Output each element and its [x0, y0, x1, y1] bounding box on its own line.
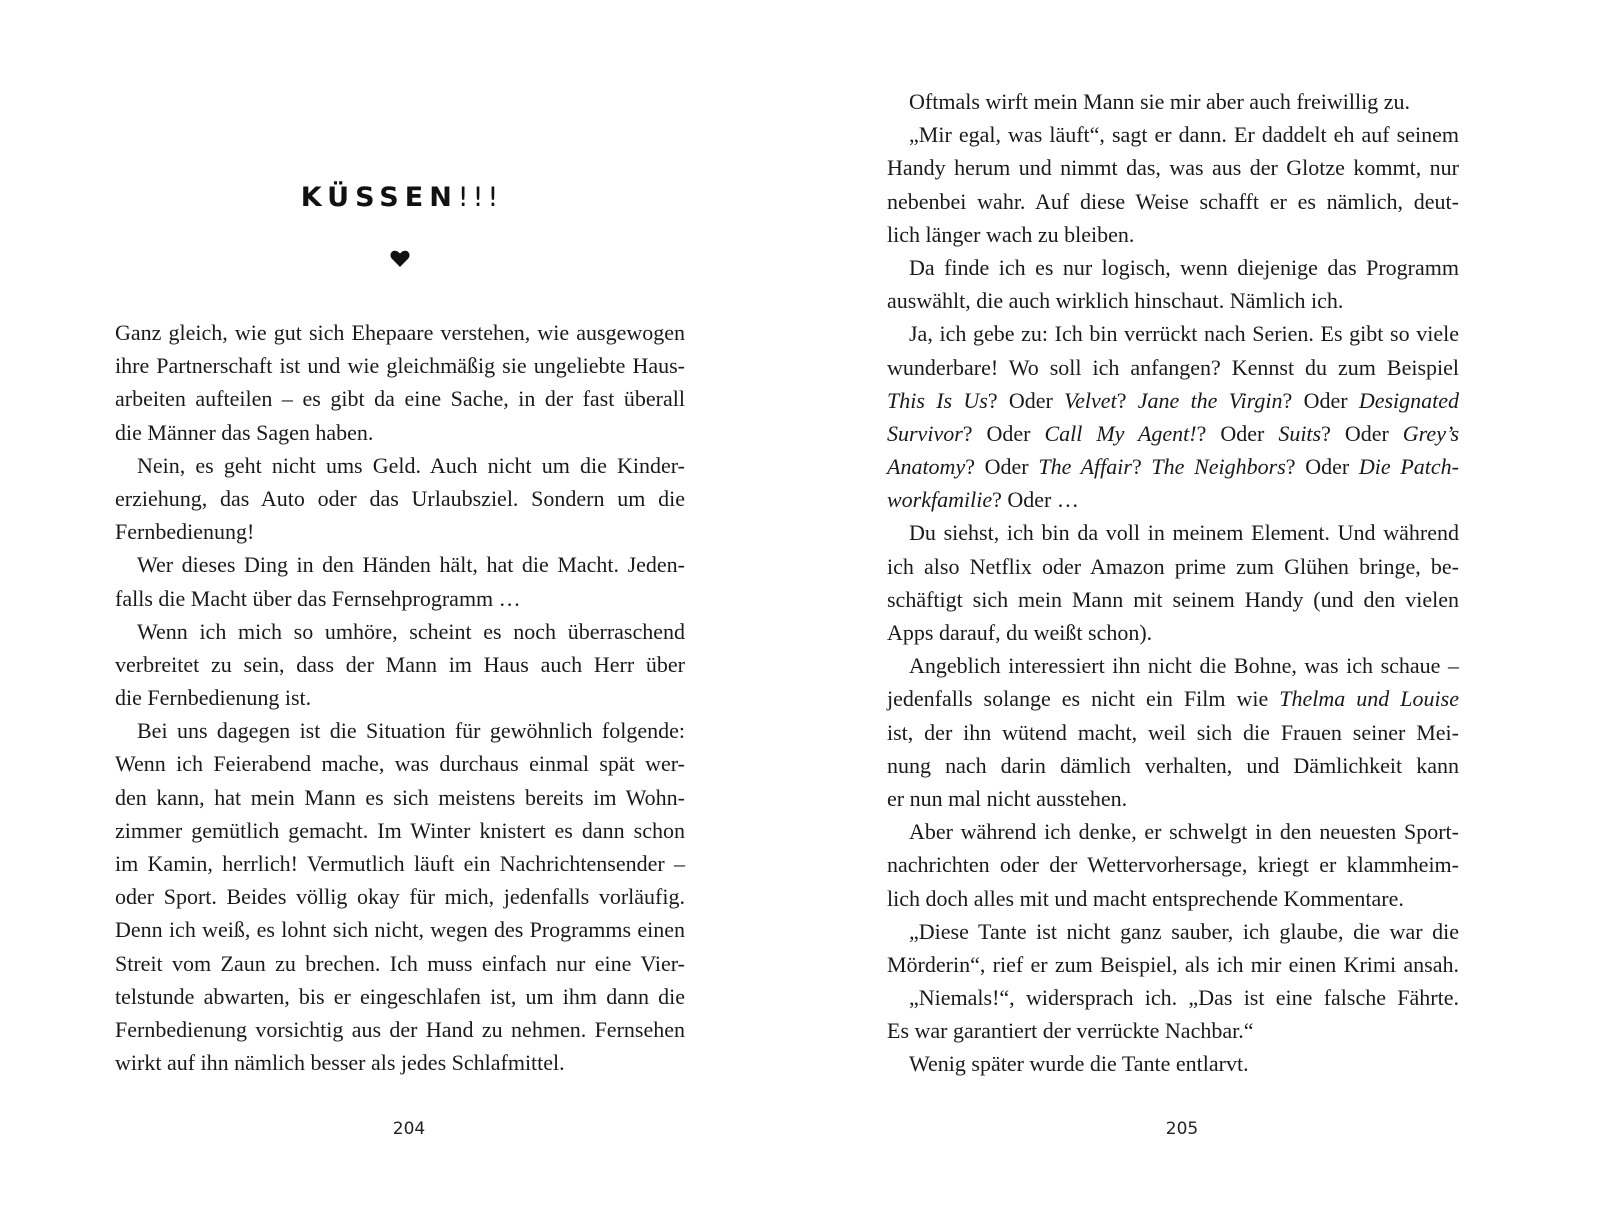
- text-line: Angeblich interessiert ihn nicht die Bohne, was ich schaue –: [909, 653, 1459, 679]
- right-page-body: [887, 85, 1459, 1081]
- text-line: Wenn ich Feierabend mache, was durchaus einmal spät wer-: [115, 751, 685, 777]
- series-title: Velvet: [1064, 387, 1117, 413]
- text-line: Oftmals wirft mein Mann sie mir aber auch freiwillig zu.: [909, 89, 1410, 114]
- text-line: die Fernbedienung ist.: [115, 685, 312, 711]
- text-line: schäftigt sich mein Mann mit seinem Handy (und den vielen: [887, 586, 1459, 612]
- text-line: erziehung, das Auto oder das Urlaubsziel. Sondern um die: [115, 485, 685, 511]
- page-number: 205: [1165, 1119, 1199, 1139]
- heart-icon: [390, 250, 410, 268]
- text-line: Wenig später wurde die Tante entlarvt.: [909, 1051, 1249, 1077]
- text-span: ? Oder: [965, 454, 1039, 480]
- text-line: die Männer das Sagen haben.: [115, 419, 374, 445]
- chapter-title-main: KÜSSEN: [300, 182, 458, 213]
- text-line: Mörderin“, rief er zum Beispiel, als ich mir einen Krimi ansah.: [887, 951, 1459, 977]
- text-line: lich doch alles mit und macht entsprechende Kommentare.: [887, 885, 1404, 911]
- text-line: „Niemals!“, widersprach ich. „Das ist eine falsche Fährte.: [909, 985, 1459, 1011]
- text-line: wunderbare! Wo soll ich anfangen? Kennst du zum Beispiel: [887, 354, 1459, 380]
- series-title: Call My Agent!: [1044, 420, 1197, 446]
- text-line: den kann, hat mein Mann es sich meistens bereits im Wohn-: [115, 784, 685, 810]
- text-line: ich also Netflix oder Amazon prime zum Glühen bringe, be-: [887, 553, 1459, 579]
- chapter-title-suffix: !!!: [457, 182, 503, 213]
- chapter-title: [0, 178, 803, 218]
- text-line: lich länger wach zu bleiben.: [887, 221, 1135, 247]
- text-line: „Diese Tante ist nicht ganz sauber, ich glaube, die war die: [909, 918, 1459, 944]
- text-line: Ganz gleich, wie gut sich Ehepaare verstehen, wie ausgewogen: [115, 320, 685, 345]
- text-line: Fernbedienung vorsichtig aus der Hand zu nehmen. Fernsehen: [115, 1016, 685, 1042]
- text-line: Apps darauf, du weißt schon).: [887, 620, 1153, 645]
- series-title: Designated: [1358, 387, 1460, 413]
- page-number: 204: [392, 1119, 426, 1139]
- text-line: [887, 384, 1459, 417]
- text-line: Handy herum und nimmt das, was aus der Glotze kommt, nur: [887, 155, 1459, 181]
- text-line: im Kamin, herrlich! Vermutlich läuft ein Nachrichtensender –: [115, 851, 685, 876]
- right-page: [803, 0, 1606, 1211]
- text-line: nebenbei wahr. Auf diese Weise schafft er es nämlich, deut-: [887, 188, 1459, 214]
- text-span: ? Oder …: [992, 487, 1079, 513]
- text-span: ? Oder: [987, 387, 1065, 413]
- text-line: „Mir egal, was läuft“, sagt er dann. Er daddelt eh auf seinem: [909, 122, 1459, 148]
- text-span: ? Oder: [1196, 420, 1279, 446]
- film-title: Thelma und Louise: [1279, 686, 1459, 712]
- text-span: ? Oder: [1321, 420, 1403, 446]
- text-span: ? Oder: [962, 420, 1045, 446]
- text-span: ?: [1131, 454, 1152, 480]
- text-line: auswählt, die auch wirklich hinschaut. Nämlich ich.: [887, 288, 1344, 314]
- text-line: er nun mal nicht ausstehen.: [887, 785, 1128, 811]
- series-title: The Affair: [1038, 454, 1132, 480]
- text-line: Fernbedienung!: [115, 519, 255, 545]
- text-line: Streit vom Zaun zu brechen. Ich muss einfach nur eine Vier-: [115, 950, 685, 976]
- series-title: Anatomy: [887, 454, 966, 480]
- text-span: ?: [1116, 387, 1138, 413]
- text-line: [887, 450, 1459, 483]
- text-line: Du siehst, ich bin da voll in meinem Element. Und während: [909, 520, 1459, 546]
- text-line: Denn ich weiß, es lohnt sich nicht, wegen des Programms einen: [115, 917, 685, 943]
- left-page-body: [115, 316, 685, 1079]
- text-line: nachrichten oder der Wettervorhersage, kriegt er klammheim-: [887, 852, 1459, 878]
- series-title: workfamilie: [887, 487, 993, 513]
- text-line: Ja, ich gebe zu: Ich bin verrückt nach Serien. Es gibt so viele: [909, 321, 1459, 347]
- text-span: jedenfalls solange es nicht ein Film wie: [887, 686, 1280, 712]
- text-line: Bei uns dagegen ist die Situation für gewöhnlich folgende:: [137, 718, 685, 744]
- series-title: Jane the Virgin: [1137, 387, 1283, 413]
- text-line: [887, 483, 1459, 516]
- text-line: Es war garantiert der verrückte Nachbar.“: [887, 1018, 1254, 1044]
- series-title: Survivor: [887, 420, 963, 446]
- text-line: verbreitet zu sein, dass der Mann im Haus auch Herr über: [115, 651, 685, 677]
- series-title: Grey’s: [1402, 420, 1460, 446]
- text-line: nung nach darin dämlich verhalten, und Dämlichkeit kann: [887, 752, 1459, 778]
- text-span: ? Oder: [1285, 454, 1359, 480]
- text-line: wirkt auf ihn nämlich besser als jedes Schlafmittel.: [115, 1050, 565, 1076]
- text-line: [887, 417, 1459, 450]
- text-line: telstunde abwarten, bis er eingeschlafen ist, um ihm dann die: [115, 983, 685, 1009]
- series-title: This Is Us: [887, 387, 988, 413]
- text-line: Wer dieses Ding in den Händen hält, hat die Macht. Jeden-: [137, 552, 685, 578]
- text-span: ? Oder: [1282, 387, 1359, 413]
- text-line: arbeiten aufteilen – es gibt da eine Sache, in der fast überall: [115, 386, 685, 412]
- text-line: ist, der ihn wütend macht, weil sich die Frauen seiner Mei-: [887, 719, 1459, 745]
- series-title: Die Patch-: [1358, 454, 1459, 480]
- text-line: oder Sport. Beides völlig okay für mich, jedenfalls vorläufig.: [115, 884, 685, 910]
- series-title: The Neighbors: [1151, 454, 1286, 480]
- text-line: zimmer gemütlich gemacht. Im Winter knistert es dann schon: [115, 817, 685, 843]
- text-line: Aber während ich denke, er schwelgt in den neuesten Sport-: [909, 819, 1459, 845]
- text-line: falls die Macht über das Fernsehprogramm …: [115, 585, 521, 611]
- text-line: ihre Partnerschaft ist und wie gleichmäßig sie ungeliebte Haus-: [115, 353, 685, 379]
- text-line: Nein, es geht nicht ums Geld. Auch nicht um die Kinder-: [137, 452, 685, 478]
- text-line: [887, 682, 1459, 715]
- text-line: Wenn ich mich so umhöre, scheint es noch überraschend: [137, 618, 685, 644]
- text-line: Da finde ich es nur logisch, wenn diejenige das Programm: [909, 254, 1459, 280]
- series-title: Suits: [1278, 420, 1322, 446]
